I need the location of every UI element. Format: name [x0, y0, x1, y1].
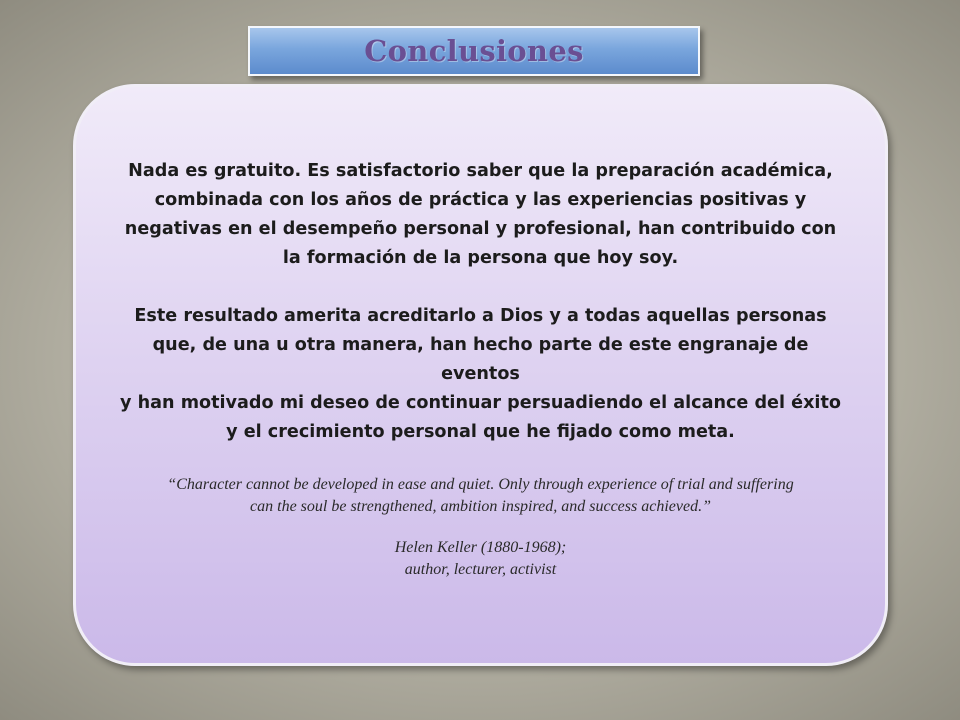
quote — [116, 474, 845, 518]
attribution-role: author, lecturer, activist — [404, 561, 557, 578]
paragraph-line: negativas en el desempeño personal y profesional, han contribuido con — [124, 219, 837, 239]
quote-attribution — [116, 537, 845, 581]
quote-line: can the soul be strengthened, ambition inspired, and success achieved.” — [250, 498, 711, 515]
quote-line: “Character cannot be developed in ease and quiet. Only through experience of trial and suffering — [167, 476, 794, 493]
paragraph-line: la formación de la persona que hoy soy. — [282, 248, 679, 268]
paragraph-line: Este resultado amerita acreditarlo a Dios y a todas aquellas personas — [134, 306, 827, 326]
paragraph-line: Nada es gratuito. Es satisfactorio saber que la preparación académica, — [128, 161, 833, 181]
title-banner — [248, 26, 700, 76]
slide-title: Conclusiones — [364, 34, 584, 68]
paragraph-acknowledgement — [116, 302, 845, 447]
attribution-name: Helen Keller (1880-1968); — [394, 539, 567, 556]
paragraph-line: y han motivado mi deseo de continuar persuadiendo el alcance del éxito — [120, 393, 841, 413]
paragraph-line: combinada con los años de práctica y las experiencias positivas y — [154, 190, 807, 210]
paragraph-line: que, de una u otra manera, han hecho parte de este engranaje de eventos — [152, 335, 809, 384]
content-card — [73, 84, 888, 666]
paragraph-gratitude — [116, 157, 845, 273]
paragraph-line: y el crecimiento personal que he fijado como meta. — [226, 422, 735, 442]
